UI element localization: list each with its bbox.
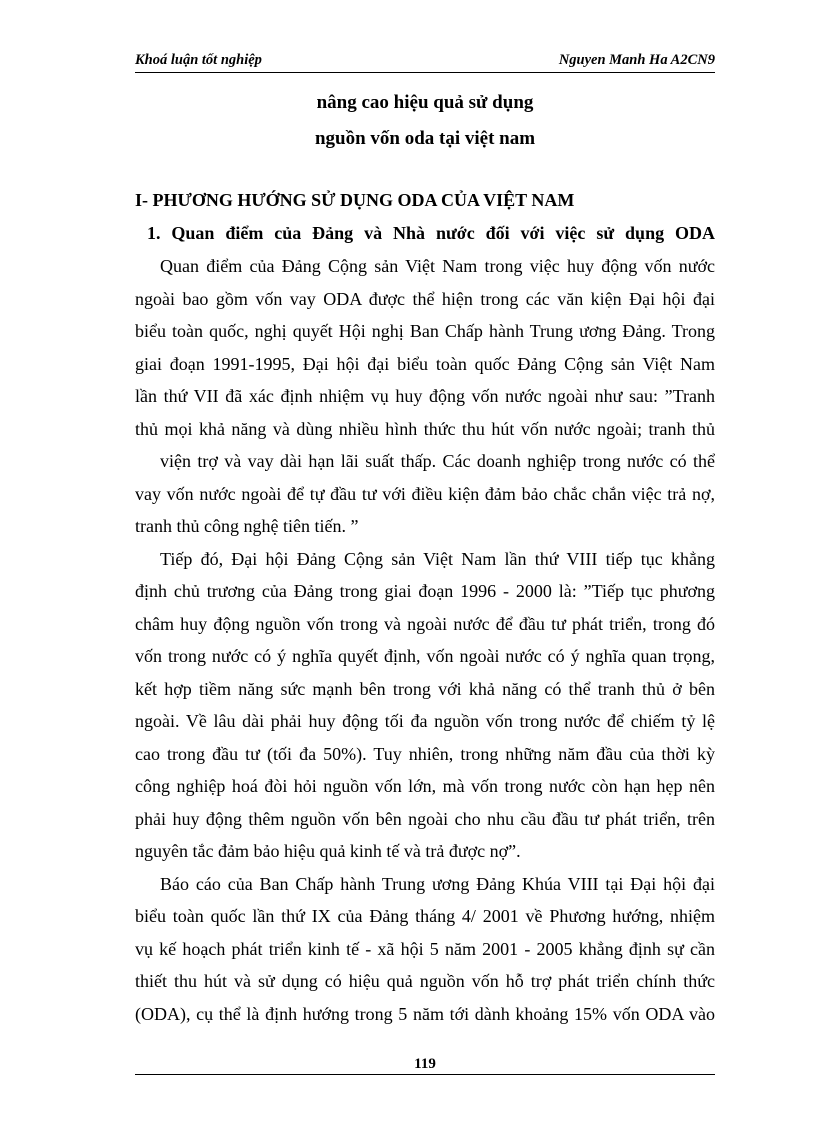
paragraph-line: Quan điểm của Đảng Cộng sản Việt Nam trong việc huy động vốn nước bbox=[160, 256, 715, 276]
running-header bbox=[135, 50, 715, 73]
paragraph-line: Tiếp đó, Đại hội Đảng Cộng sản Việt Nam lần thứ VIII tiếp tục khẳng bbox=[160, 549, 715, 569]
paragraph-line: giai đoạn 1991-1995, Đại hội đại biểu toàn quốc Đảng Cộng sản Việt Nam bbox=[135, 354, 715, 374]
subsection-heading: 1. Quan điểm của Đảng và Nhà nước đối với việc sử dụng ODA bbox=[147, 223, 715, 243]
paragraph-line: thiết thu hút và sử dụng có hiệu quả nguồn vốn hỗ trợ phát triển chính thức bbox=[135, 971, 715, 991]
section-heading: I- PHƯƠNG HƯỚNG SỬ DỤNG ODA CỦA VIỆT NAM bbox=[135, 190, 575, 210]
paragraph-line: Báo cáo của Ban Chấp hành Trung ương Đảng Khúa VIII tại Đại hội đại bbox=[160, 874, 715, 894]
paragraph-line: kết hợp tiềm năng sức mạnh bên trong với khả năng có thể tranh thủ ở bên bbox=[135, 679, 715, 699]
paragraph-line: cao trong đầu tư (tối đa 50%). Tuy nhiên, trong những năm đầu của thời kỳ bbox=[135, 744, 715, 764]
paragraph-line: lần thứ VII đã xác định nhiệm vụ huy động vốn nước ngoài như sau: ”Tranh bbox=[135, 386, 715, 406]
chapter-title-line-2: nguồn vốn oda tại việt nam bbox=[314, 128, 536, 149]
paragraph-line: viện trợ và vay dài hạn lãi suất thấp. Các doanh nghiệp trong nước có thể bbox=[160, 451, 715, 471]
paragraph-line: thủ mọi khả năng và dùng nhiều hình thức thu hút vốn nước ngoài; tranh thủ bbox=[135, 419, 715, 439]
paragraph-line: định chủ trương của Đảng trong giai đoạn 1996 - 2000 là: ”Tiếp tục phương bbox=[135, 581, 715, 601]
paragraph-line: ngoài. Về lâu dài phải huy động tối đa nguồn vốn trong nước để chiếm tỷ lệ bbox=[135, 711, 715, 731]
paragraph-line: vốn trong nước có ý nghĩa quyết định, vốn ngoài nước có ý nghĩa quan trọng, bbox=[135, 646, 715, 666]
paragraph-line: vụ kế hoạch phát triển kinh tế - xã hội 5 năm 2001 - 2005 khẳng định sự cần bbox=[135, 939, 715, 959]
paragraph-line: biểu toàn quốc lần thứ IX của Đảng tháng 4/ 2001 về Phương hướng, nhiệm bbox=[135, 906, 715, 926]
paragraph-line: phải huy động thêm nguồn vốn bên ngoài cho nhu cầu đầu tư phát triển, trên bbox=[135, 809, 715, 829]
page-number: 119 bbox=[414, 1056, 436, 1072]
paragraph-line: ngoài bao gồm vốn vay ODA được thể hiện trong các văn kiện Đại hội đại bbox=[135, 289, 715, 309]
header-thesis-label: Khoá luận tốt nghiệp bbox=[135, 52, 262, 68]
paragraph-line: tranh thủ công nghệ tiên tiến. ” bbox=[135, 516, 359, 536]
paragraph-line: nguyên tắc đảm bảo hiệu quả kinh tế và trả được nợ”. bbox=[135, 841, 521, 861]
footer-rule bbox=[135, 1074, 715, 1075]
header-author: Nguyen Manh Ha A2CN9 bbox=[558, 52, 715, 68]
paragraph-line: vay vốn nước ngoài để tự đầu tư với điều kiện đảm bảo chắc chắn việc trả nợ, bbox=[135, 484, 715, 504]
chapter-title-line-1: nâng cao hiệu quả sử dụng bbox=[316, 92, 534, 113]
paragraph-line: biểu toàn quốc, nghị quyết Hội nghị Ban Chấp hành Trung ương Đảng. Trong bbox=[135, 321, 715, 341]
paragraph-line: châm huy động nguồn vốn trong và ngoài nước để đầu tư phát triển, trong đó bbox=[135, 614, 715, 634]
paragraph-line: (ODA), cụ thể là định hướng trong 5 năm tới dành khoảng 15% vốn ODA vào bbox=[135, 1004, 715, 1024]
paragraph-line: công nghiệp hoá đòi hỏi nguồn vốn lớn, mà vốn trong nước còn hạn hẹp nên bbox=[135, 776, 715, 796]
